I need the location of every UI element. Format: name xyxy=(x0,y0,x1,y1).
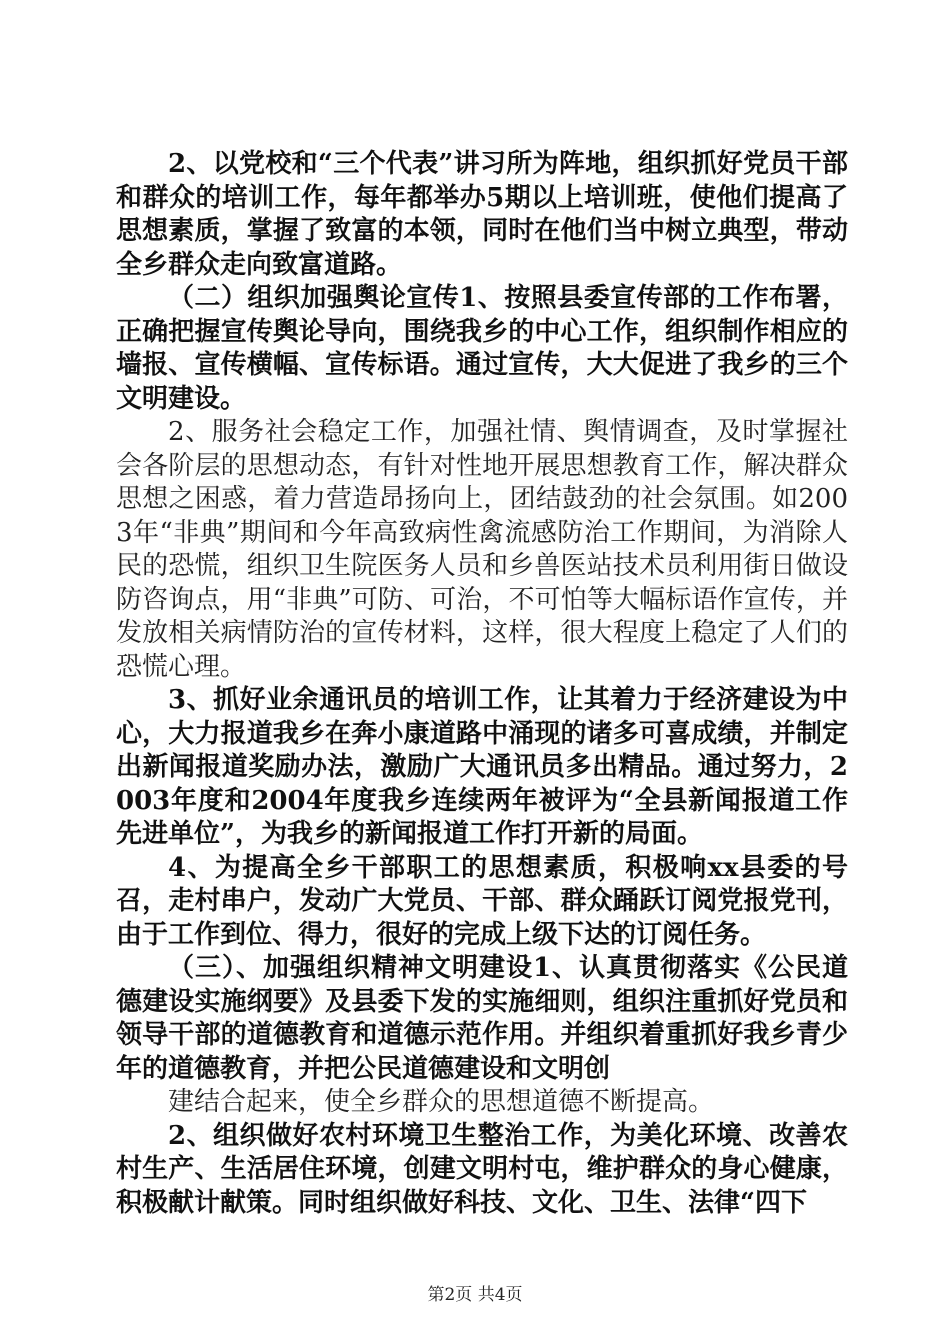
paragraph-newspaper-subscription: 4、为提高全乡干部职工的思想素质，积极响xx县委的号召，走村串户，发动广大党员、干部、群众踊跃订阅党报党刊，由于工作到位、得力，很好的完成上级下达的订阅任务。 xyxy=(116,852,848,950)
paragraph-environment-sanitation: 2、组织做好农村环境卫生整治工作，为美化环境、改善农村生产、生活居住环境，创建文明村屯，维护群众的身心健康，积极献计献策。同时组织做好科技、文化、卫生、法律“四下 xyxy=(116,1120,848,1218)
paragraph-party-school-training: 2、以党校和“三个代表”讲习所为阵地，组织抓好党员干部和群众的培训工作，每年都举办5期以上培训班，使他们提高了思想素质，掌握了致富的本领，同时在他们当中树立典型，带动全乡群众走向致富道路。 xyxy=(116,149,848,280)
paragraph-civilization-continued: 建结合起来，使全乡群众的思想道德不断提高。 xyxy=(168,1087,715,1117)
document-body xyxy=(116,148,848,1220)
paragraph-social-stability: 2、服务社会稳定工作，加强社情、舆情调查，及时掌握社会各阶层的思想动态，有针对性地开展思想教育工作，解决群众思想之困惑，着力营造昂扬向上，团结鼓劲的社会氛围。如2003年“非典”期间和今年高致病性禽流感防治工作期间，为消除人民的恐慌，组织卫生院医务人员和乡兽医站技术员利用街日做设防咨询点，用“非典”可防、可治，不可怕等大幅标语作宣传，并发放相关病情防治的宣传材料，这样，很大程度上稳定了人们的恐慌心理。 xyxy=(116,417,848,682)
paragraph-correspondent-training: 3、抓好业余通讯员的培训工作，让其着力于经济建设为中心，大力报道我乡在奔小康道路中涌现的诸多可喜成绩，并制定出新闻报道奖励办法，激励广大通讯员多出精品。通过努力，2003年度和2004年度我乡连续两年被评为“全县新闻报道工作先进单位”，为我乡的新闻报道工作打开新的局面。 xyxy=(116,685,848,849)
page-number-footer: 第2页 共4页 xyxy=(427,1285,523,1305)
paragraph-public-opinion-propaganda: （二）组织加强舆论宣传1、按照县委宣传部的工作布署，正确把握宣传舆论导向，围绕我乡的中心工作，组织制作相应的墙报、宣传横幅、宣传标语。通过宣传，大大促进了我乡的三个文明建设。 xyxy=(116,283,848,414)
paragraph-spiritual-civilization: （三）、加强组织精神文明建设1、认真贯彻落实《公民道德建设实施纲要》及县委下发的实施细则，组织注重抓好党员和领导干部的道德教育和道德示范作用。并组织着重抓好我乡青少年的道德教育，并把公民道德建设和文明创 xyxy=(116,953,848,1084)
